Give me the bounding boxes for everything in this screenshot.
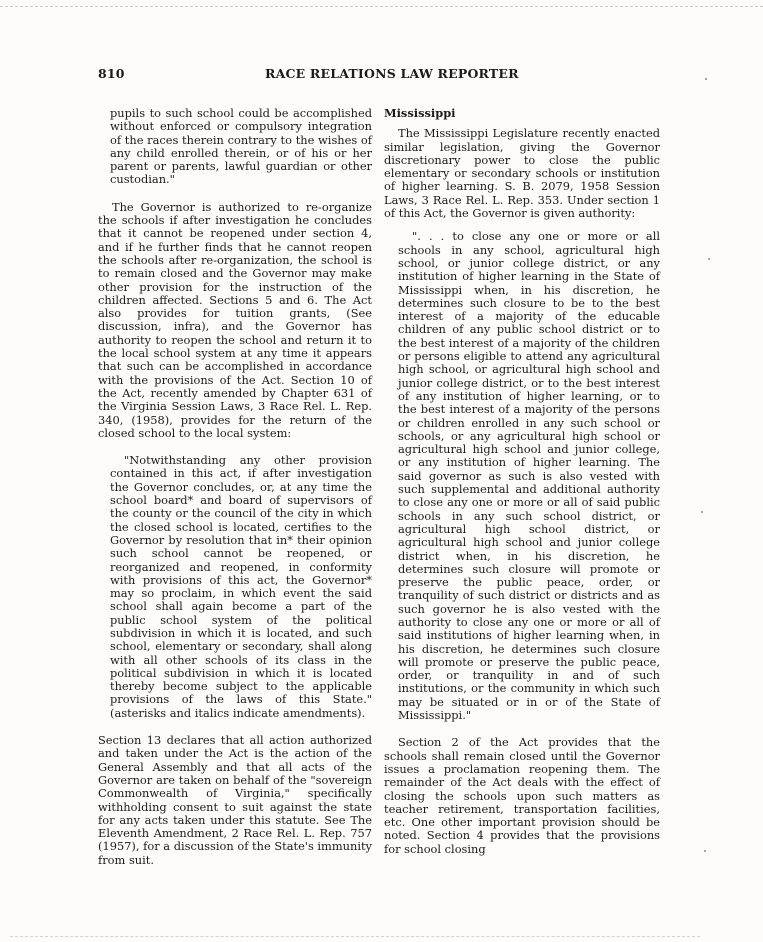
scan-edge-top bbox=[0, 6, 763, 7]
scan-edge-bottom bbox=[10, 936, 700, 937]
section-heading-mississippi: Mississippi bbox=[384, 106, 456, 120]
running-head: RACE RELATIONS LAW REPORTER bbox=[265, 66, 519, 81]
left-column bbox=[98, 107, 372, 867]
quote-continuation: pupils to such school could be accomplished without enforced or compulsory integration of the races therein contrary to the wishes of any child enrolled therein, or of his or her parent or parents, lawful guardian or other custodian." bbox=[110, 106, 372, 187]
scan-speck bbox=[708, 258, 710, 260]
paragraph-section2: Section 2 of the Act provides that the schools shall remain closed until the Governor issues a proclamation reopening them. The remainder of the Act deals with the effect of closing the schools upon such matters as teacher retirement, transportation facilities, etc. One other important provision should be noted. Section 4 provides that the provisions for school closing bbox=[384, 735, 660, 856]
paragraph-mississippi-intro: The Mississippi Legislature recently enacted similar legislation, giving the Governor discretionary power to close the public elementary or secondary schools or institution of higher learning. S. B. 2079, 1958 Session Laws, 3 Race Rel. L. Rep. 353. Under section 1 of this Act, the Governor is given authority: bbox=[384, 126, 660, 221]
right-column bbox=[384, 107, 660, 856]
paragraph-section13: Section 13 declares that all action authorized and taken under the Act is the action of the General Assembly and that all acts of the Governor are taken on behalf of the "sovereign Commonwealth of Virginia," specifically withholding consent to suit against the state for any acts taken under this statute. See The Eleventh Amendment, 2 Race Rel. L. Rep. 757 (1957), for a discussion of the State's immunity from suit. bbox=[98, 733, 372, 867]
quote-governor-authority: ". . . to close any one or more or all schools in any school, agricultural high school, or junior college district, or any institution of higher learning in the State of Mississippi when, in his discretion, he determines such closure to be to the best interest of a majority of the educable children of any public school district or to the best interest of a majority of the children or persons eligible to attend any agricultural high school, or agricultural high school and junior college district, or to the best interest of any institution of higher learning, or to the best interest of a majority of the persons or children enrolled in any such school or schools, or any agricultural high school or agricultural high school and junior college, or any institution of higher learning. The said governor as such is also vested with such supplemental and additional authority to close any one or more or all of said public schools in any such school district, or agricultural high school district, or agricultural high school and junior college district when, in his discretion, he determines such closure will promote or preserve the public peace, order, or tranquility of such district or districts and as such governor he is also vested with the authority to close any one or more or all of said institutions of higher learning when, in his discretion, he determines such closure will promote or preserve the public peace, order, or tranquility in and of such institutions, or the community in which such may be situated or in or of the State of Mississippi." bbox=[398, 229, 660, 723]
scan-speck bbox=[701, 511, 703, 513]
scan-speck bbox=[704, 850, 706, 852]
paragraph-governor: The Governor is authorized to re-organize the schools if after investigation he concludes that it cannot be reopened under section 4, and if he further finds that he cannot reopen the schools after re-organization, the school is to remain closed and the Governor may make other provision for the instruction of the children affected. Sections 5 and 6. The Act also provides for tuition grants, (See discussion, infra), and the Governor has authority to reopen the school and return it to the local school system at any time it appears that such can be accomplished in accordance with the provisions of the Act. Section 10 of the Act, recently amended by Chapter 631 of the Virginia Session Laws, 3 Race Rel. L. Rep. 340, (1958), provides for the return of the closed school to the local system: bbox=[98, 199, 372, 440]
page-number: 810 bbox=[98, 66, 125, 81]
page-header bbox=[98, 66, 668, 86]
quote-notwithstanding: "Notwithstanding any other provision contained in this act, if after investigation the Governor concludes, or, at any time the school board* and board of supervisors of the county or the council of the city in which the closed school is located, certifies to the Governor by resolution that in* their opinion such school cannot be reopened, or reorganized and reopened, in conformity with provisions of this act, the Governor* may so proclaim, in which event the said school shall again become a part of the public school system of the political subdivision in which it is located, and such school, elementary or secondary, shall along with all other schools of its class in the political subdivision in which it is located thereby become subject to the applicable provisions of the laws of this State." (asterisks and italics indicate amendments). bbox=[110, 453, 372, 720]
scan-speck bbox=[705, 78, 707, 80]
